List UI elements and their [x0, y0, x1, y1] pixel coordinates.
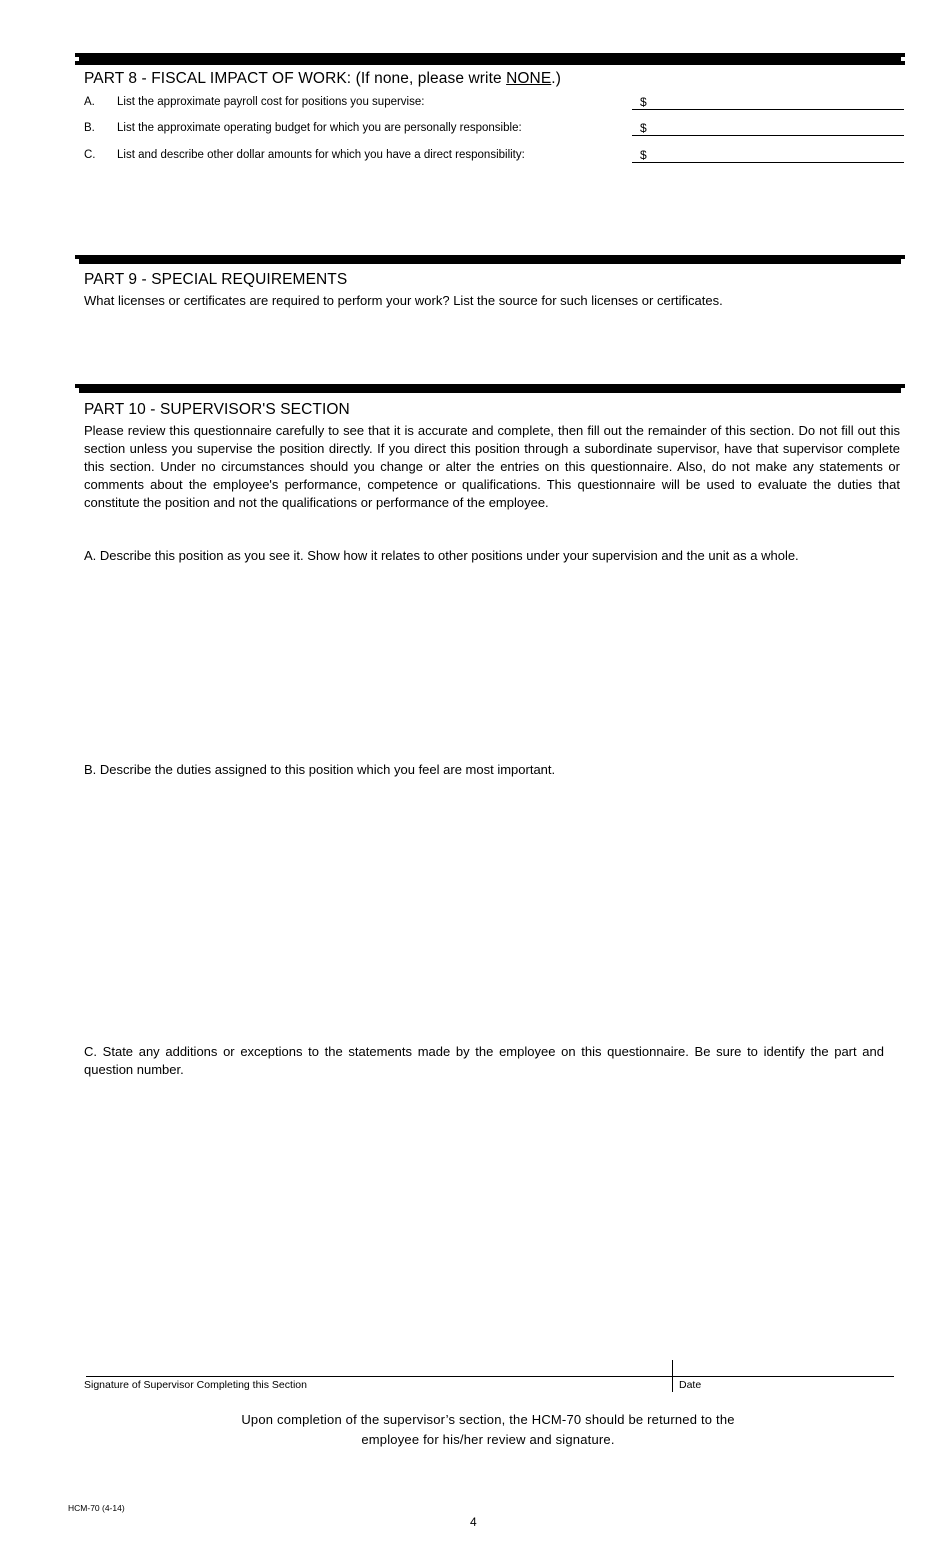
operating-budget-line: [632, 135, 904, 136]
question-a-answer-area[interactable]: [84, 572, 900, 752]
supervisor-signature-field[interactable]: [86, 1356, 670, 1376]
operating-budget-field[interactable]: [652, 121, 902, 135]
payroll-cost-field[interactable]: [652, 95, 902, 109]
item-text: List the approximate operating budget for which you are personally responsible:: [117, 122, 522, 134]
other-amounts-line: [632, 162, 904, 163]
currency-symbol: $: [640, 121, 647, 135]
section-divider-part9: [75, 255, 905, 264]
part9-title: PART 9 - SPECIAL REQUIREMENTS: [84, 271, 348, 288]
page-number: 4: [470, 1515, 477, 1529]
signature-label: Signature of Supervisor Completing this Section: [84, 1379, 307, 1391]
part9-question: What licenses or certificates are required to perform your work? List the source for such licenses or certificates.: [84, 293, 723, 308]
licenses-answer-area[interactable]: [84, 314, 900, 378]
section-divider-part10: [75, 384, 905, 393]
question-b: B. Describe the duties assigned to this position which you feel are most important.: [84, 762, 556, 777]
item-letter: A.: [84, 96, 95, 108]
part10-title: PART 10 - SUPERVISOR'S SECTION: [84, 401, 350, 418]
currency-symbol: $: [640, 148, 647, 162]
part8-title: PART 8 - FISCAL IMPACT OF WORK: (If none, please write NONE.): [84, 70, 561, 87]
signature-date-divider: [672, 1360, 673, 1392]
payroll-cost-line: [632, 109, 904, 110]
return-notice-line2: employee for his/her review and signature.: [361, 1432, 615, 1447]
return-notice-line1: Upon completion of the supervisor’s section, the HCM-70 should be returned to the: [241, 1412, 735, 1427]
question-b-answer-area[interactable]: [84, 786, 900, 1036]
item-letter: C.: [84, 149, 96, 161]
section-divider-part8: [75, 53, 905, 65]
item-letter: B.: [84, 122, 95, 134]
none-emphasis: NONE: [506, 70, 552, 87]
question-c: C. State any additions or exceptions to the statements made by the employee on this questionnaire. Be sure to identify the part and question number.: [84, 1044, 884, 1077]
currency-symbol: $: [640, 95, 647, 109]
item-text: List the approximate payroll cost for positions you supervise:: [117, 96, 425, 108]
date-label: Date: [679, 1379, 702, 1391]
form-id: HCM-70 (4-14): [68, 1503, 125, 1513]
question-c-answer-area[interactable]: [84, 1086, 900, 1356]
other-amounts-field[interactable]: [652, 148, 902, 162]
question-a: A. Describe this position as you see it. Show how it relates to other positions under your supervision and the unit as a whole.: [84, 548, 799, 563]
signature-line: [86, 1376, 894, 1377]
date-field[interactable]: [675, 1356, 894, 1376]
part10-instructions: Please review this questionnaire carefully to see that it is accurate and complete, then fill out the remainder of this section. Do not fill out this section unless you supervise the position directly. If you direct this position through a subordinate supervisor, have that supervisor complete this section. Under no circumstances should you change or alter the entries on this questionnaire. Also, do not make any statements or comments about the employee's performance, competence or qualifications. This questionnaire will be used to evaluate the duties that constitute the position and not the qualifications or performance of the employee.: [84, 423, 900, 510]
item-text: List and describe other dollar amounts for which you have a direct responsibility:: [117, 149, 525, 161]
return-notice: [150, 1410, 826, 1450]
